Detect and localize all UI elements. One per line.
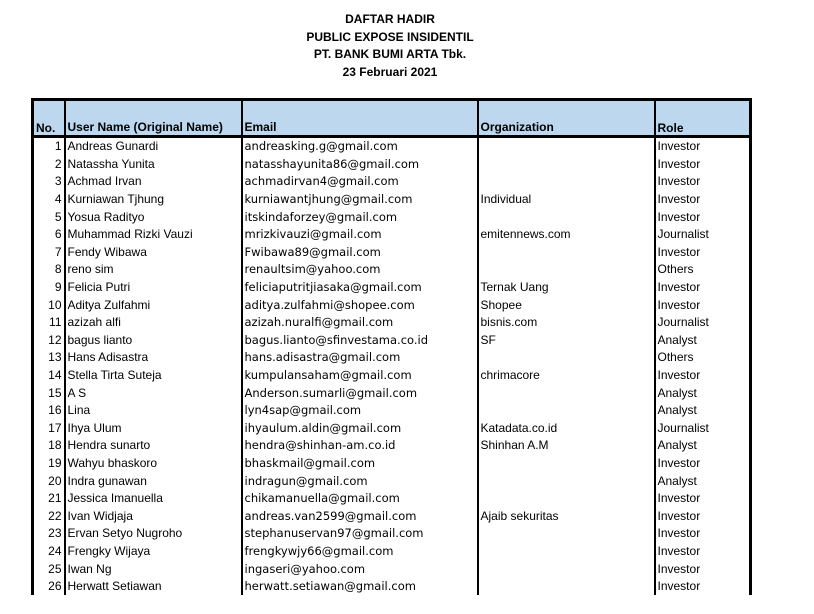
- cell-no: 25: [33, 560, 65, 578]
- cell-organization: [478, 137, 655, 156]
- cell-name: reno sim: [65, 261, 242, 279]
- table-row: [33, 244, 751, 262]
- cell-no: 24: [33, 543, 65, 561]
- cell-organization: bisnis.com: [478, 314, 655, 332]
- cell-no: 5: [33, 208, 65, 226]
- cell-role: Investor: [655, 490, 751, 508]
- cell-organization: [478, 455, 655, 473]
- cell-no: 10: [33, 296, 65, 314]
- cell-organization: [478, 349, 655, 367]
- cell-no: 22: [33, 507, 65, 525]
- document-subtitle: PUBLIC EXPOSE INSIDENTIL: [306, 29, 474, 44]
- cell-name: Achmad Irvan: [65, 173, 242, 191]
- cell-name: Andreas Gunardi: [65, 137, 242, 156]
- cell-role: Investor: [655, 367, 751, 385]
- cell-no: 16: [33, 402, 65, 420]
- cell-no: 1: [33, 137, 65, 156]
- cell-role: Investor: [655, 578, 751, 596]
- cell-role: Journalist: [655, 314, 751, 332]
- table-row: [33, 384, 751, 402]
- cell-no: 7: [33, 244, 65, 262]
- cell-email: andreasking.g@gmail.com: [242, 137, 478, 156]
- header-no: No.: [33, 100, 65, 137]
- cell-role: Investor: [655, 208, 751, 226]
- cell-role: Investor: [655, 156, 751, 174]
- cell-email: hendra@shinhan-am.co.id: [242, 437, 478, 455]
- cell-email: kurniawantjhung@gmail.com: [242, 191, 478, 209]
- cell-no: 14: [33, 367, 65, 385]
- cell-organization: [478, 384, 655, 402]
- event-date: 23 Februari 2021: [342, 64, 438, 79]
- cell-role: Investor: [655, 137, 751, 156]
- cell-organization: [478, 208, 655, 226]
- table-header-row: [33, 100, 751, 137]
- cell-role: Analyst: [655, 332, 751, 350]
- cell-email: stephanuservan97@gmail.com: [242, 525, 478, 543]
- cell-organization: [478, 490, 655, 508]
- cell-organization: [478, 472, 655, 490]
- cell-no: 19: [33, 455, 65, 473]
- cell-name: Ihya Ulum: [65, 420, 242, 438]
- cell-no: 21: [33, 490, 65, 508]
- cell-email: chikamanuella@gmail.com: [242, 490, 478, 508]
- cell-organization: Individual: [478, 191, 655, 209]
- cell-name: Fendy Wibawa: [65, 244, 242, 262]
- table-row: [33, 420, 751, 438]
- cell-no: 17: [33, 420, 65, 438]
- cell-email: feliciaputritjiasaka@gmail.com: [242, 279, 478, 297]
- document-title: DAFTAR HADIR: [345, 12, 435, 26]
- cell-name: Aditya Zulfahmi: [65, 296, 242, 314]
- table-row: [33, 525, 751, 543]
- cell-organization: [478, 525, 655, 543]
- cell-email: bhaskmail@gmail.com: [242, 455, 478, 473]
- cell-organization: [478, 244, 655, 262]
- table-row: [33, 279, 751, 297]
- cell-organization: Shinhan A.M: [478, 437, 655, 455]
- cell-email: azizah.nuralfi@gmail.com: [242, 314, 478, 332]
- cell-name: Kurniawan Tjhung: [65, 191, 242, 209]
- cell-no: 23: [33, 525, 65, 543]
- cell-email: frengkywjy66@gmail.com: [242, 543, 478, 561]
- cell-email: mrizkivauzi@gmail.com: [242, 226, 478, 244]
- attendance-table: [31, 98, 752, 595]
- company-name: PT. BANK BUMI ARTA Tbk.: [313, 47, 467, 61]
- cell-email: renaultsim@yahoo.com: [242, 261, 478, 279]
- cell-role: Investor: [655, 279, 751, 297]
- cell-name: Indra gunawan: [65, 472, 242, 490]
- cell-name: Ervan Setyo Nugroho: [65, 525, 242, 543]
- cell-name: azizah alfi: [65, 314, 242, 332]
- cell-email: achmadirvan4@gmail.com: [242, 173, 478, 191]
- cell-no: 20: [33, 472, 65, 490]
- cell-name: Hans Adisastra: [65, 349, 242, 367]
- table-row: [33, 314, 751, 332]
- cell-organization: [478, 560, 655, 578]
- cell-role: Investor: [655, 191, 751, 209]
- cell-role: Analyst: [655, 384, 751, 402]
- cell-role: Investor: [655, 507, 751, 525]
- cell-role: Analyst: [655, 402, 751, 420]
- cell-role: Journalist: [655, 420, 751, 438]
- cell-no: 15: [33, 384, 65, 402]
- cell-no: 6: [33, 226, 65, 244]
- cell-role: Investor: [655, 525, 751, 543]
- cell-organization: Ternak Uang: [478, 279, 655, 297]
- cell-no: 18: [33, 437, 65, 455]
- table-row: [33, 261, 751, 279]
- cell-role: Journalist: [655, 226, 751, 244]
- cell-name: Natassha Yunita: [65, 156, 242, 174]
- cell-email: itskindaforzey@gmail.com: [242, 208, 478, 226]
- table-row: [33, 296, 751, 314]
- cell-name: Felicia Putri: [65, 279, 242, 297]
- cell-no: 26: [33, 578, 65, 596]
- table-row: [33, 332, 751, 350]
- cell-name: Yosua Radityo: [65, 208, 242, 226]
- cell-email: natasshayunita86@gmail.com: [242, 156, 478, 174]
- cell-name: A S: [65, 384, 242, 402]
- cell-role: Others: [655, 349, 751, 367]
- table-row: [33, 560, 751, 578]
- header-organization: Organization: [478, 100, 655, 137]
- cell-email: herwatt.setiawan@gmail.com: [242, 578, 478, 596]
- cell-name: bagus lianto: [65, 332, 242, 350]
- cell-no: 3: [33, 173, 65, 191]
- cell-name: Hendra sunarto: [65, 437, 242, 455]
- cell-organization: [478, 543, 655, 561]
- cell-organization: [478, 402, 655, 420]
- cell-organization: Shopee: [478, 296, 655, 314]
- table-row: [33, 402, 751, 420]
- cell-name: Iwan Ng: [65, 560, 242, 578]
- cell-role: Others: [655, 261, 751, 279]
- table-row: [33, 472, 751, 490]
- cell-role: Investor: [655, 455, 751, 473]
- cell-no: 8: [33, 261, 65, 279]
- cell-role: Investor: [655, 296, 751, 314]
- header-email: Email: [242, 100, 478, 137]
- table-row: [33, 437, 751, 455]
- table-row: [33, 578, 751, 596]
- cell-role: Investor: [655, 560, 751, 578]
- cell-name: Wahyu bhaskoro: [65, 455, 242, 473]
- cell-email: lyn4sap@gmail.com: [242, 402, 478, 420]
- cell-organization: SF: [478, 332, 655, 350]
- cell-no: 13: [33, 349, 65, 367]
- cell-no: 9: [33, 279, 65, 297]
- table-row: [33, 208, 751, 226]
- header-role: Role: [655, 100, 751, 137]
- cell-organization: [478, 173, 655, 191]
- cell-organization: Ajaib sekuritas: [478, 507, 655, 525]
- cell-organization: emitennews.com: [478, 226, 655, 244]
- document-title-block: [0, 11, 780, 81]
- cell-name: Jessica Imanuella: [65, 490, 242, 508]
- cell-email: Fwibawa89@gmail.com: [242, 244, 478, 262]
- table-row: [33, 226, 751, 244]
- table-row: [33, 191, 751, 209]
- header-name: User Name (Original Name): [65, 100, 242, 137]
- cell-name: Herwatt Setiawan: [65, 578, 242, 596]
- table-row: [33, 173, 751, 191]
- cell-name: Stella Tirta Suteja: [65, 367, 242, 385]
- table-row: [33, 137, 751, 156]
- cell-name: Lina: [65, 402, 242, 420]
- cell-organization: [478, 578, 655, 596]
- cell-email: hans.adisastra@gmail.com: [242, 349, 478, 367]
- cell-email: bagus.lianto@sfinvestama.co.id: [242, 332, 478, 350]
- cell-no: 4: [33, 191, 65, 209]
- cell-no: 12: [33, 332, 65, 350]
- table-body: [33, 137, 751, 596]
- table-row: [33, 349, 751, 367]
- cell-email: aditya.zulfahmi@shopee.com: [242, 296, 478, 314]
- cell-role: Investor: [655, 543, 751, 561]
- cell-name: Frengky Wijaya: [65, 543, 242, 561]
- table-row: [33, 490, 751, 508]
- cell-role: Investor: [655, 244, 751, 262]
- cell-role: Investor: [655, 173, 751, 191]
- cell-organization: Katadata.co.id: [478, 420, 655, 438]
- table-row: [33, 507, 751, 525]
- cell-email: andreas.van2599@gmail.com: [242, 507, 478, 525]
- cell-name: Muhammad Rizki Vauzi: [65, 226, 242, 244]
- cell-organization: [478, 261, 655, 279]
- cell-role: Analyst: [655, 472, 751, 490]
- cell-email: indragun@gmail.com: [242, 472, 478, 490]
- cell-email: kumpulansaham@gmail.com: [242, 367, 478, 385]
- table-row: [33, 156, 751, 174]
- cell-role: Analyst: [655, 437, 751, 455]
- table-row: [33, 455, 751, 473]
- table-row: [33, 543, 751, 561]
- cell-email: ingaseri@yahoo.com: [242, 560, 478, 578]
- cell-email: Anderson.sumarli@gmail.com: [242, 384, 478, 402]
- cell-name: Ivan Widjaja: [65, 507, 242, 525]
- cell-no: 2: [33, 156, 65, 174]
- cell-organization: chrimacore: [478, 367, 655, 385]
- table-row: [33, 367, 751, 385]
- cell-organization: [478, 156, 655, 174]
- cell-no: 11: [33, 314, 65, 332]
- cell-email: ihyaulum.aldin@gmail.com: [242, 420, 478, 438]
